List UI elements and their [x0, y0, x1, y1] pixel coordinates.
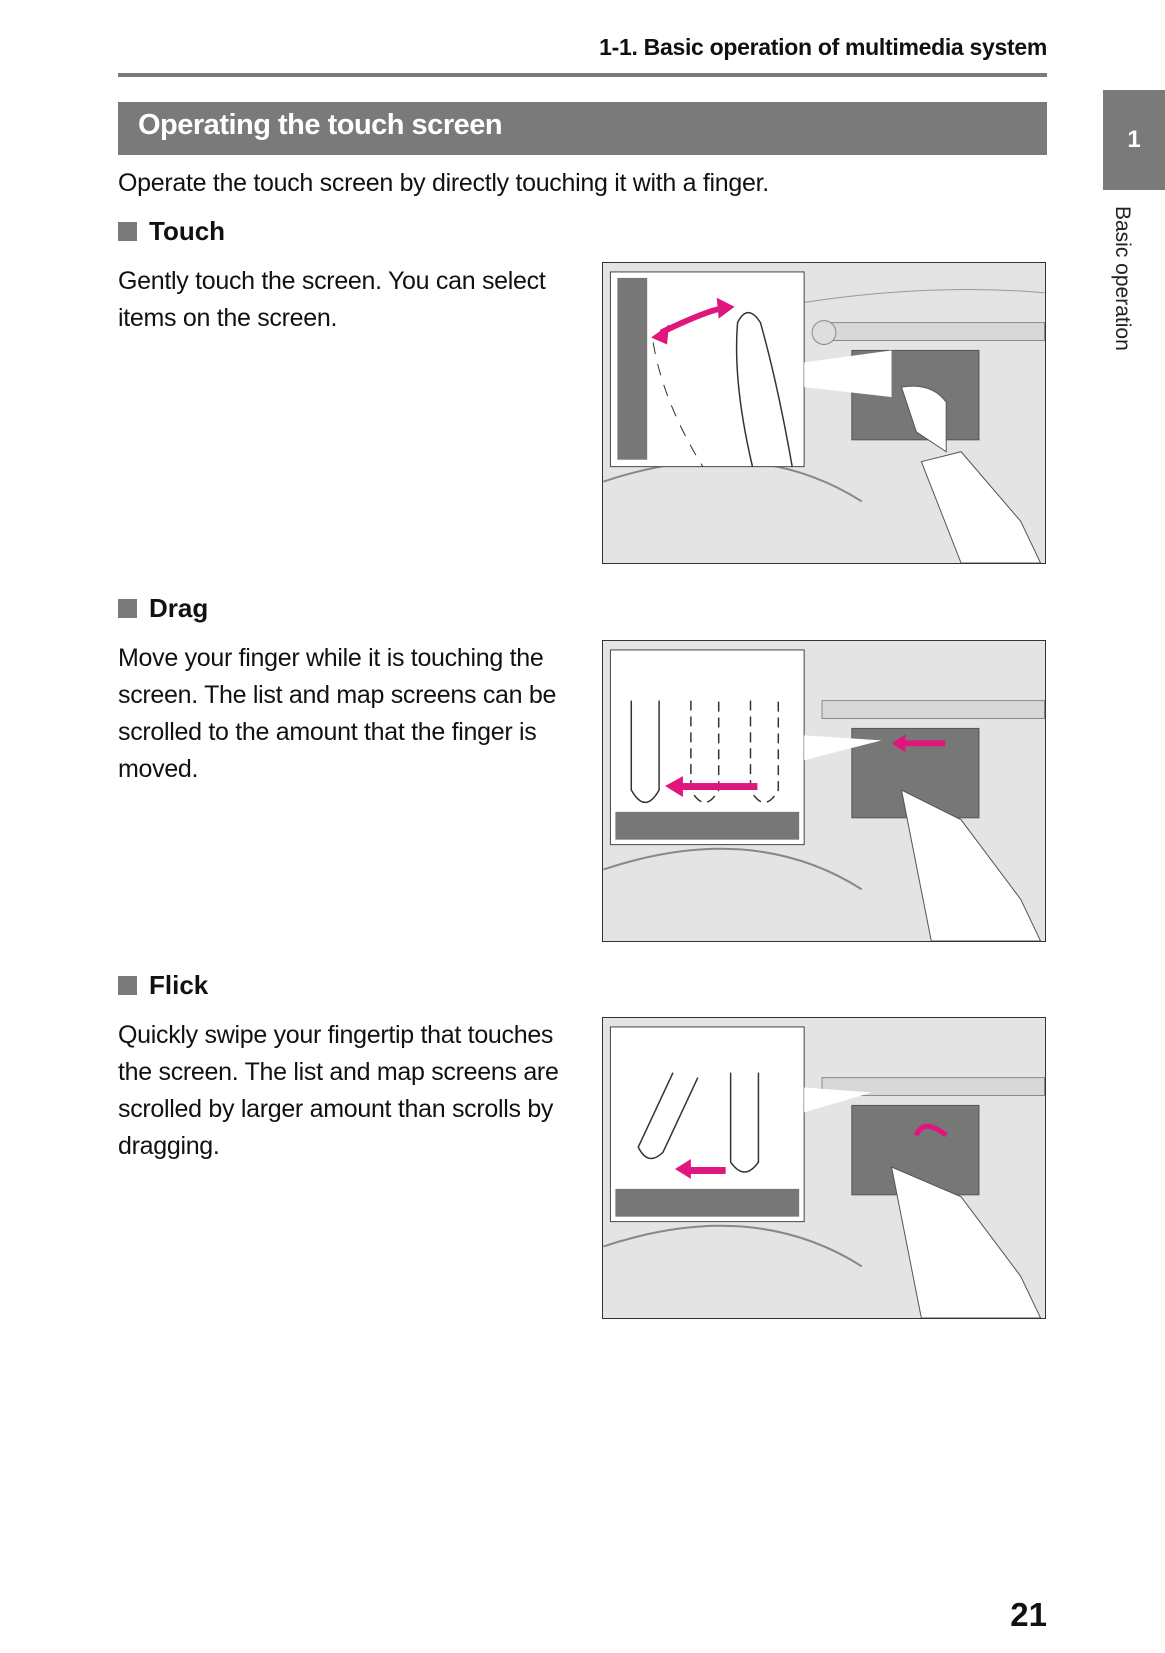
heading-text: Touch	[149, 216, 226, 246]
drag-illustration	[602, 640, 1046, 942]
heading-flick	[118, 970, 208, 1001]
heading-drag	[118, 593, 208, 624]
heading-text: Drag	[149, 593, 209, 623]
square-bullet-icon	[118, 976, 137, 995]
touch-illustration	[602, 262, 1046, 564]
page-number: 21	[1010, 1596, 1047, 1633]
chapter-tab[interactable]: 1	[1103, 90, 1165, 190]
square-bullet-icon	[118, 599, 137, 618]
section-title: Operating the touch screen	[118, 102, 1047, 155]
running-header: 1-1. Basic operation of multimedia system	[599, 34, 1047, 60]
header-divider	[118, 73, 1047, 77]
flick-text: Quickly swipe your fingertip that touches the screen. The list and map screens are scrolled by larger amount than scrolls by dragging.	[118, 1021, 559, 1160]
touch-text: Gently touch the screen. You can select items on the screen.	[118, 267, 546, 332]
intro-text: Operate the touch screen by directly touching it with a finger.	[118, 169, 769, 197]
heading-touch	[118, 216, 225, 247]
drag-text: Move your finger while it is touching the screen. The list and map screens can be scrolled to the amount that the finger is moved.	[118, 644, 557, 783]
chapter-tab-label: Basic operation	[1111, 206, 1134, 351]
flick-illustration	[602, 1017, 1046, 1319]
heading-text: Flick	[149, 970, 209, 1000]
square-bullet-icon	[118, 222, 137, 241]
